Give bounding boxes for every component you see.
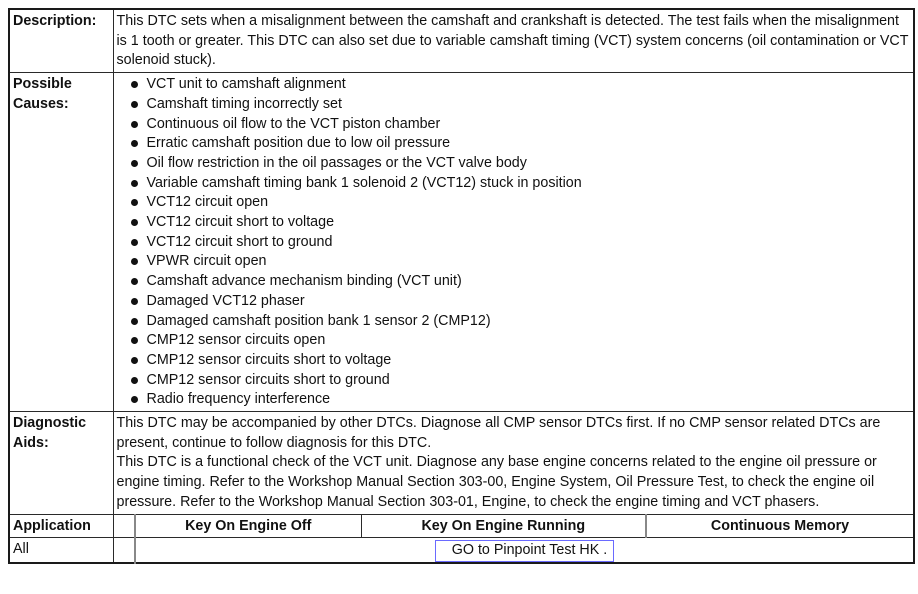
cause-item: Variable camshaft timing bank 1 solenoid 2 (VCT12) stuck in position bbox=[129, 174, 911, 194]
application-header: Application bbox=[9, 514, 113, 538]
cause-item: VCT unit to camshaft alignment bbox=[129, 75, 911, 95]
application-header-row bbox=[9, 514, 914, 538]
cause-item: Oil flow restriction in the oil passages or the VCT valve body bbox=[129, 154, 911, 174]
possible-causes-cell bbox=[113, 73, 914, 412]
empty-header-cell bbox=[113, 514, 135, 538]
continuous-memory-header: Continuous Memory bbox=[646, 514, 914, 538]
cause-item: Radio frequency interference bbox=[129, 390, 911, 410]
application-value: All bbox=[9, 538, 113, 563]
possible-causes-list bbox=[117, 75, 911, 410]
cause-item: Damaged VCT12 phaser bbox=[129, 292, 911, 312]
possible-causes-label: Possible Causes: bbox=[9, 73, 113, 412]
diagnostic-aids-paragraph-2: This DTC is a functional check of the VCT unit. Diagnose any base engine concerns related to the engine oil pressure or engine timing. Refer to the Workshop Manual Section 303-00, Engine System, Oil Pressure Test, to check the engine oil pressure. Refer to the Workshop Manual Section 303-01, Engine, to check the engine timing and VCT phasers. bbox=[116, 454, 877, 510]
description-text: This DTC sets when a misalignment between the camshaft and crankshaft is detected. The test fails when the misalignment is 1 tooth or greater. This DTC can also set due to variable camshaft timing (VCT) system concerns (oil contamination or VCT solenoid stuck). bbox=[113, 9, 914, 73]
koeo-header: Key On Engine Off bbox=[135, 514, 361, 538]
cause-item: Erratic camshaft position due to low oil pressure bbox=[129, 134, 911, 154]
diagnostic-aids-paragraph-1: This DTC may be accompanied by other DTCs. Diagnose all CMP sensor DTCs first. If no CMP sensor related DTCs are present, continue to follow diagnosis for this DTC. bbox=[116, 415, 881, 451]
cause-item: Camshaft timing incorrectly set bbox=[129, 95, 911, 115]
diagnostic-aids-row bbox=[9, 412, 914, 515]
cause-item: VPWR circuit open bbox=[129, 252, 911, 272]
cause-item: VCT12 circuit open bbox=[129, 193, 911, 213]
cause-item: Camshaft advance mechanism binding (VCT unit) bbox=[129, 272, 911, 292]
cause-item: CMP12 sensor circuits short to ground bbox=[129, 371, 911, 391]
diagnostic-aids-label: Diagnostic Aids: bbox=[9, 412, 113, 515]
cause-item: Damaged camshaft position bank 1 sensor 2 (CMP12) bbox=[129, 312, 911, 332]
description-row bbox=[9, 9, 914, 73]
cause-item: CMP12 sensor circuits short to voltage bbox=[129, 351, 911, 371]
cause-item: Continuous oil flow to the VCT piston chamber bbox=[129, 115, 911, 135]
application-row bbox=[9, 538, 914, 563]
diagnostic-aids-cell bbox=[113, 412, 914, 515]
pinpoint-test-link[interactable]: GO to Pinpoint Test HK . bbox=[435, 540, 615, 562]
description-label: Description: bbox=[9, 9, 113, 73]
cause-item: VCT12 circuit short to ground bbox=[129, 233, 911, 253]
empty-cell bbox=[113, 538, 135, 563]
cause-item: VCT12 circuit short to voltage bbox=[129, 213, 911, 233]
koer-header: Key On Engine Running bbox=[361, 514, 646, 538]
action-cell bbox=[135, 538, 914, 563]
possible-causes-row bbox=[9, 73, 914, 412]
cause-item: CMP12 sensor circuits open bbox=[129, 331, 911, 351]
dtc-table bbox=[8, 8, 915, 564]
